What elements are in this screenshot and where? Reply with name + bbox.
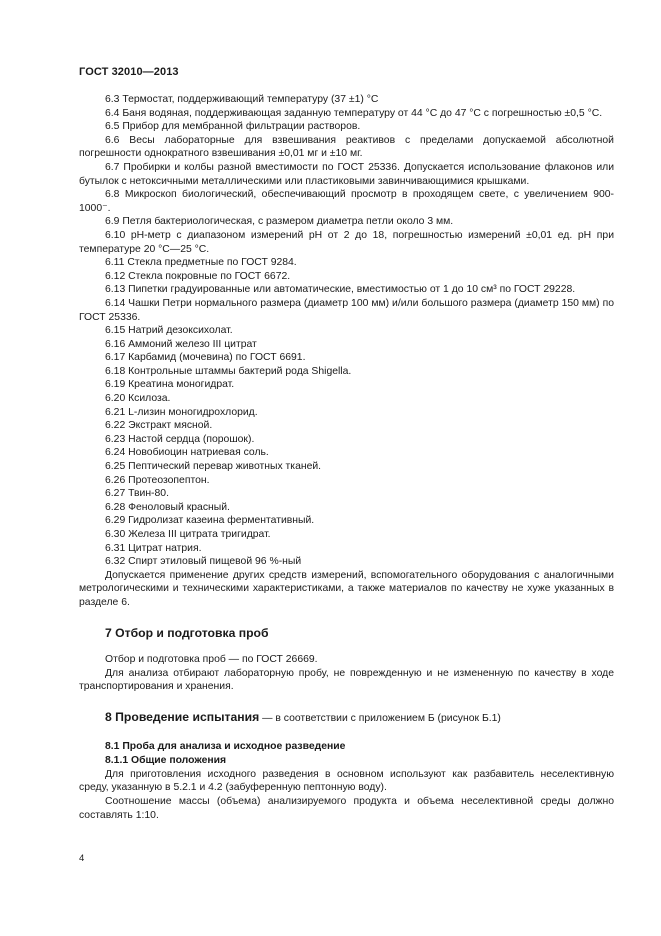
list-item: 6.30 Железа III цитрата тригидрат. bbox=[105, 529, 271, 540]
section-8-1-heading: 8.1 Проба для анализа и исходное разведение bbox=[105, 740, 346, 752]
list-item: 6.13 Пипетки градуированные или автоматические, вместимостью от 1 до 10 см³ по ГОСТ 29228. bbox=[105, 284, 576, 296]
list-item: 6.22 Экстракт мясной. bbox=[105, 420, 213, 432]
section-7-heading: 7 Отбор и подготовка проб bbox=[105, 625, 269, 640]
list-item: 6.15 Натрий дезоксихолат. bbox=[105, 325, 233, 337]
list-item: 6.7 Пробирки и колбы разной вместимости по ГОСТ 25336. Допускается использование флаконов или бутылок с нетоксичными металлическими или пластиковыми завинчивающимися крышками. bbox=[79, 161, 614, 187]
list-item: 6.23 Настой сердца (порошок). bbox=[105, 433, 255, 445]
list-item: 6.8 Микроскоп биологический, обеспечивающий просмотр в проходящем свете, с увеличением 900-1000⁻. bbox=[79, 189, 614, 214]
list-item: 6.9 Петля бактериологическая, с размером диаметра петли около 3 мм. bbox=[105, 216, 454, 228]
list-item: 6.5 Прибор для мембранной фильтрации растворов. bbox=[105, 121, 361, 133]
list-item: 6.29 Гидролизат казеина ферментативный. bbox=[105, 515, 315, 527]
section-8-1-1-heading: 8.1.1 Общие положения bbox=[105, 755, 227, 767]
list-item: 6.14 Чашки Петри нормального размера (диаметр 100 мм) и/или большого размера (диаметр 150 мм) по ГОСТ 25336. bbox=[79, 297, 614, 323]
list-item: 6.12 Стекла покровные по ГОСТ 6672. bbox=[105, 270, 291, 282]
list-item: 6.32 Спирт этиловый пищевой 96 %-ный bbox=[105, 556, 302, 568]
list-item: 6.24 Новобиоцин натриевая соль. bbox=[105, 447, 269, 459]
list-item: 6.28 Феноловый красный. bbox=[105, 501, 230, 513]
list-item: 6.25 Пептический перевар животных тканей. bbox=[105, 461, 322, 473]
section-6-list bbox=[79, 93, 614, 569]
list-item: 6.31 Цитрат натрия. bbox=[105, 542, 202, 554]
list-item: 6.3 Термостат, поддерживающий температуру (37 ±1) °С bbox=[105, 94, 379, 105]
page-number: 4 bbox=[79, 853, 85, 864]
section-8-paragraph: Соотношение массы (объема) анализируемого продукта и объема неселективной среды должно составлять 1:10. bbox=[79, 795, 614, 821]
list-item: 6.21 L-лизин моногидрохлорид. bbox=[105, 406, 258, 418]
list-item: 6.19 Креатина моногидрат. bbox=[105, 379, 235, 391]
section-8-title-rest: — в соответствии с приложением Б (рисунок Б.1) bbox=[259, 712, 501, 724]
section-8-title: 8 Проведение испытания bbox=[105, 709, 260, 724]
list-item: 6.20 Ксилоза. bbox=[105, 393, 171, 405]
document-body bbox=[79, 93, 614, 822]
list-item: 6.6 Весы лабораторные для взвешивания реактивов с пределами допускаемой абсолютной погрешности однократного взвешивания ±0,01 мг и ±10 мг. bbox=[79, 134, 614, 160]
list-item: 6.16 Аммоний железо III цитрат bbox=[105, 338, 257, 350]
list-item: 6.4 Баня водяная, поддерживающая заданную температуру от 44 °С до 47 °С с погрешностью ±0,5 °С. bbox=[105, 107, 603, 119]
section-7-paragraph: Для анализа отбирают лабораторную пробу, не поврежденную и не измененную по качеству в ходе транспортирования и хранения. bbox=[79, 667, 614, 693]
section-6-note: Допускается применение других средств измерений, вспомогательного оборудования с аналогичными метрологическими и техническими характеристиками, а также материалов по качеству не хуже указанных в разделе 6. bbox=[79, 569, 614, 608]
list-item: 6.18 Контрольные штаммы бактерий рода Shigella. bbox=[105, 365, 352, 377]
list-item: 6.26 Протеозопептон. bbox=[105, 474, 210, 486]
section-8-paragraph: Для приготовления исходного разведения в основном используют как разбавитель неселективную среду, указанную в 5.2.1 и 4.2 (забуференную пептонную воду). bbox=[79, 768, 614, 794]
list-item: 6.17 Карбамид (мочевина) по ГОСТ 6691. bbox=[105, 352, 306, 364]
list-item: 6.27 Твин-80. bbox=[105, 488, 169, 500]
section-7-paragraph: Отбор и подготовка проб — по ГОСТ 26669. bbox=[105, 654, 318, 666]
list-item: 6.10 рН-метр с диапазоном измерений рН от 2 до 18, погрешностью измерений ±0,01 ед. рН при температуре 20 °С—25 °С. bbox=[79, 229, 614, 255]
document-header: ГОСТ 32010—2013 bbox=[79, 66, 179, 78]
list-item: 6.11 Стекла предметные по ГОСТ 9284. bbox=[105, 257, 297, 269]
section-8-heading bbox=[105, 711, 614, 726]
